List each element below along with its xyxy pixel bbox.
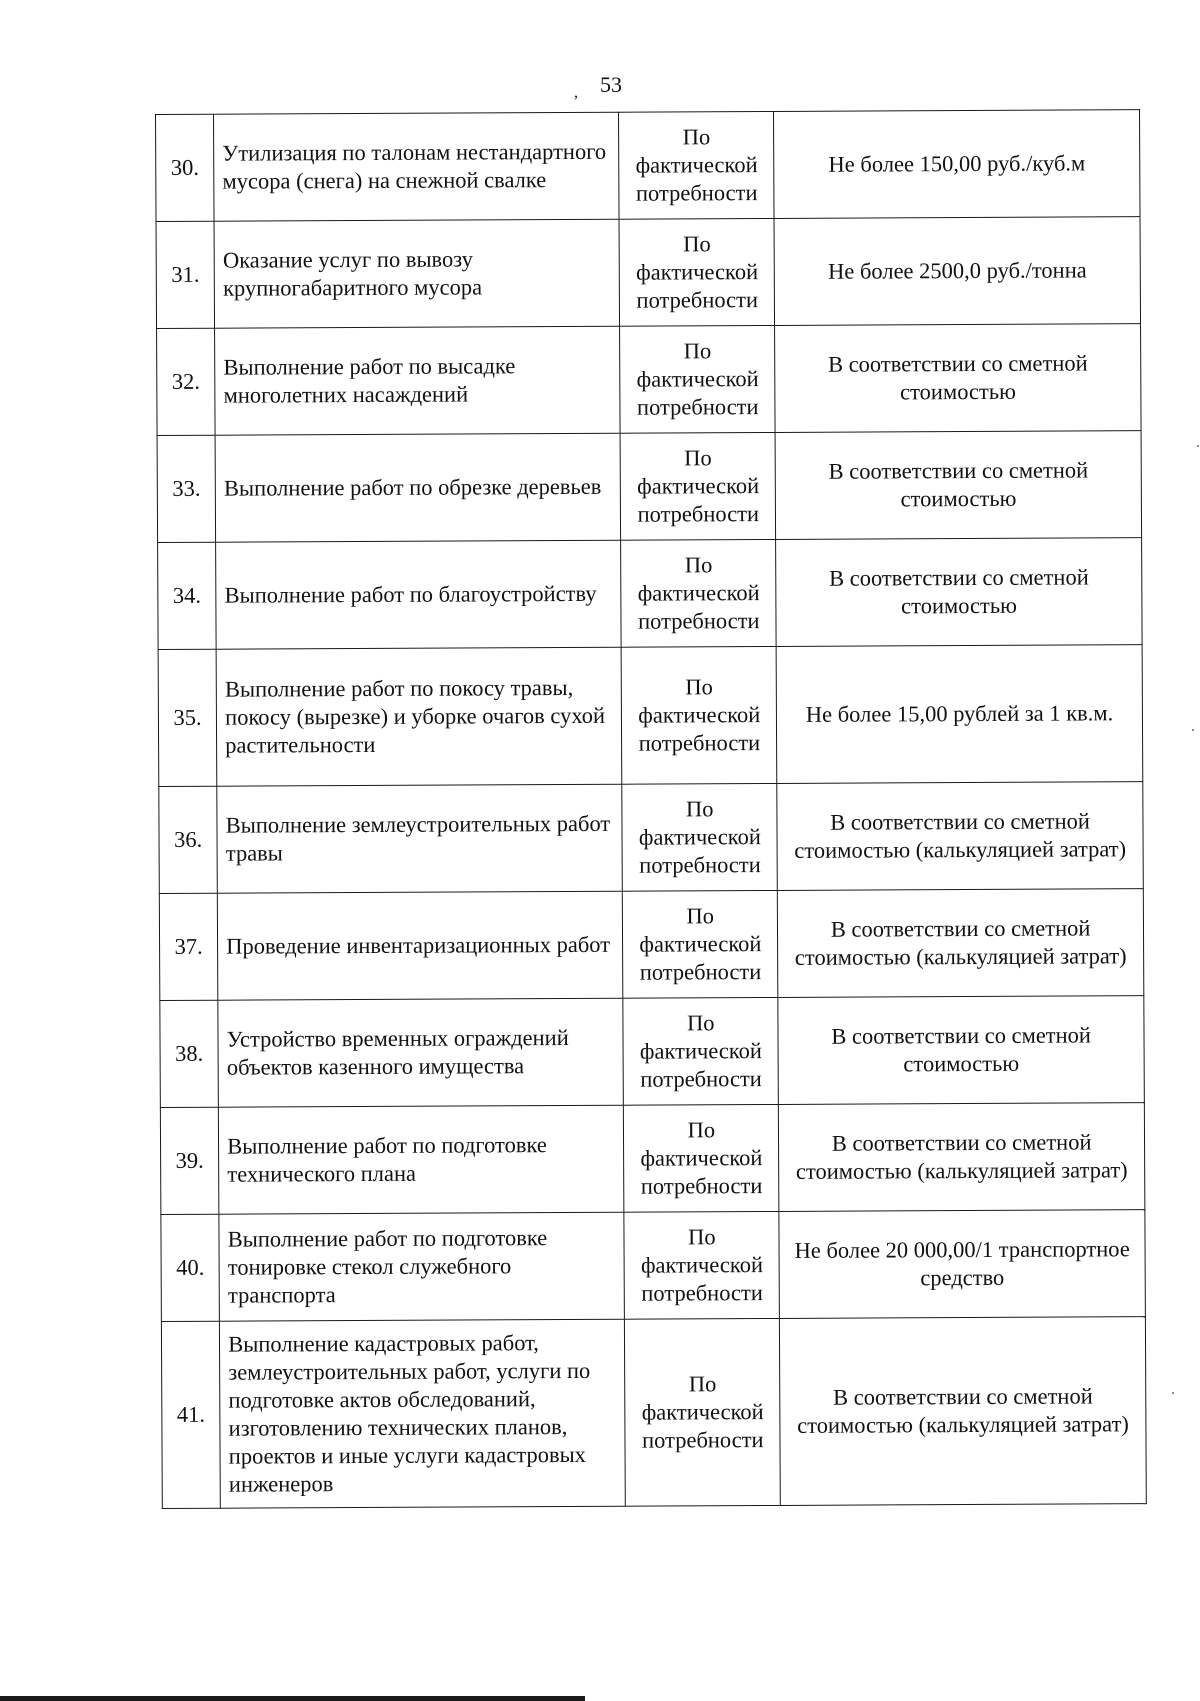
row-number: 39. bbox=[160, 1107, 219, 1214]
table-row bbox=[159, 889, 1144, 1001]
table-row bbox=[158, 645, 1143, 787]
quantity-cell: По фактической потребности bbox=[619, 218, 774, 326]
row-number: 31. bbox=[156, 221, 215, 328]
price-cell: В соответствии со сметной стоимостью bbox=[775, 324, 1141, 433]
scan-edge-line bbox=[0, 1696, 585, 1701]
service-name: Выполнение землеустроительных работ травы bbox=[217, 784, 623, 893]
quantity-cell: По фактической потребности bbox=[623, 890, 778, 998]
row-number: 34. bbox=[158, 542, 217, 649]
quantity-cell: По фактической потребности bbox=[619, 111, 774, 219]
service-name: Выполнение работ по покосу травы, покосу (вырезке) и уборке очагов сухой растительности bbox=[216, 647, 622, 786]
page-number-text: 53 bbox=[600, 72, 622, 97]
price-cell: В соответствии со сметной стоимостью bbox=[775, 431, 1141, 540]
row-number: 30. bbox=[156, 114, 215, 221]
page-number bbox=[574, 72, 680, 101]
service-name: Устройство временных ограждений объектов казенного имущества bbox=[218, 998, 624, 1107]
page-mark: , bbox=[574, 84, 578, 101]
table-row bbox=[160, 996, 1145, 1108]
cost-norms-table bbox=[155, 109, 1147, 1509]
service-name: Выполнение работ по обрезке деревьев bbox=[215, 433, 621, 542]
price-cell: В соответствии со сметной стоимостью (калькуляцией затрат) bbox=[779, 1103, 1145, 1212]
scan-speck bbox=[1172, 1392, 1174, 1394]
table-row bbox=[161, 1317, 1146, 1509]
price-cell: В соответствии со сметной стоимостью bbox=[778, 996, 1144, 1105]
price-cell: В соответствии со сметной стоимостью (калькуляцией затрат) bbox=[778, 889, 1144, 998]
table-row bbox=[160, 1103, 1145, 1215]
service-name: Выполнение работ по подготовке технического плана bbox=[219, 1105, 625, 1214]
row-number: 38. bbox=[160, 1000, 219, 1107]
price-cell: Не более 20 000,00/1 транспортное средство bbox=[779, 1210, 1145, 1319]
quantity-cell: По фактической потребности bbox=[620, 325, 775, 433]
table-row bbox=[156, 217, 1141, 329]
scan-speck bbox=[1192, 729, 1194, 731]
quantity-cell: По фактической потребности bbox=[624, 1211, 779, 1319]
price-cell: В соответствии со сметной стоимостью (калькуляцией затрат) bbox=[780, 1317, 1147, 1506]
row-number: 37. bbox=[159, 893, 218, 1000]
quantity-cell: По фактической потребности bbox=[625, 1318, 781, 1506]
service-name: Выполнение работ по высадке многолетних насаждений bbox=[215, 326, 621, 435]
row-number: 40. bbox=[161, 1214, 220, 1321]
row-number: 33. bbox=[157, 435, 216, 542]
price-cell: В соответствии со сметной стоимостью (калькуляцией затрат) bbox=[777, 782, 1143, 891]
quantity-cell: По фактической потребности bbox=[620, 432, 775, 540]
quantity-cell: По фактической потребности bbox=[622, 646, 777, 784]
service-name: Проведение инвентаризационных работ bbox=[217, 891, 623, 1000]
price-cell: Не более 15,00 рублей за 1 кв.м. bbox=[776, 645, 1142, 784]
table-row bbox=[158, 538, 1143, 650]
service-name: Выполнение работ по подготовке тонировке стекол служебного транспорта bbox=[219, 1212, 625, 1321]
table-row bbox=[157, 431, 1142, 543]
table-row bbox=[156, 110, 1141, 222]
price-cell: В соответствии со сметной стоимостью bbox=[776, 538, 1142, 647]
quantity-cell: По фактической потребности bbox=[624, 1104, 779, 1212]
price-cell: Не более 2500,0 руб./тонна bbox=[774, 217, 1140, 326]
quantity-cell: По фактической потребности bbox=[621, 539, 776, 647]
table-row bbox=[161, 1210, 1146, 1322]
quantity-cell: По фактической потребности bbox=[623, 997, 778, 1105]
row-number: 36. bbox=[159, 786, 218, 893]
quantity-cell: По фактической потребности bbox=[622, 783, 777, 891]
service-name: Утилизация по талонам нестандартного мусора (снега) на снежной свалке bbox=[214, 112, 620, 221]
row-number: 41. bbox=[161, 1321, 220, 1508]
row-number: 35. bbox=[158, 649, 217, 786]
service-name: Оказание услуг по вывозу крупногабаритного мусора bbox=[214, 219, 620, 328]
row-number: 32. bbox=[157, 328, 216, 435]
service-name: Выполнение работ по благоустройству bbox=[216, 540, 622, 649]
table-row bbox=[157, 324, 1142, 436]
table-row bbox=[159, 782, 1144, 894]
scan-speck bbox=[1197, 445, 1199, 447]
price-cell: Не более 150,00 руб./куб.м bbox=[774, 110, 1140, 219]
service-name: Выполнение кадастровых работ, землеустроительных работ, услуги по подготовке актов обследований, изготовлению технических планов, проектов и иные услуги кадастровых инженеров bbox=[220, 1319, 626, 1508]
